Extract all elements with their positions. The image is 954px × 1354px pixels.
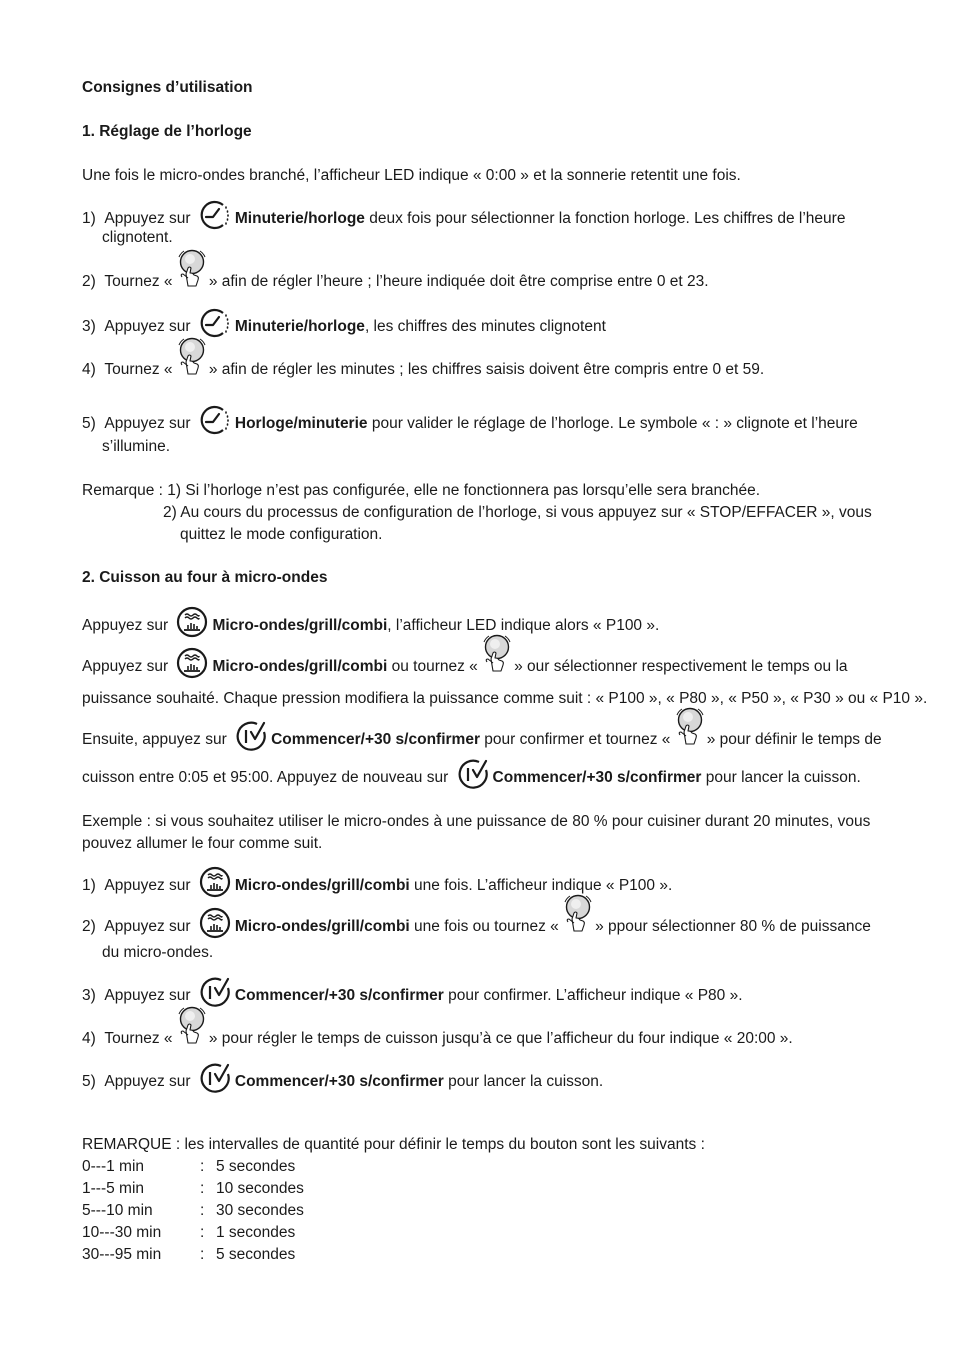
s1-intro: Une fois le micro-ondes branché, l’afficheur LED indique « 0:00 » et la sonnerie retentit une fois. [82,167,741,184]
s2-paragraph-line: puissance souhaité. Chaque pression modifiera la puissance comme suit : « P100 », « P80 », « P50 », « P30 » ou « P10 ». [82,690,928,707]
example-line-1: Exemple : si vous souhaitez utiliser le micro-ondes à une puissance de 80 % pour cuisiner durant 20 minutes, vous [82,813,871,830]
table-cell-range: 5---10 min [82,1202,153,1219]
list-item-continuation: s’illumine. [102,438,171,455]
table-cell-range: 30---95 min [82,1246,162,1263]
s2-paragraph-line: Appuyez sur Micro-ondes/grill/combi ou tournez « » our sélectionner respectivement le temps ou la [82,655,848,679]
section-2-title: 2. Cuisson au four à micro-ondes [82,569,328,586]
start-confirm-icon [197,1062,233,1094]
list-item-continuation: du micro-ondes. [102,944,214,961]
microwave-grill-icon [174,606,210,638]
clock-timer-icon [197,404,233,436]
section-1-title: 1. Réglage de l’horloge [82,123,252,140]
start-confirm-icon [455,758,491,790]
table-cell-sep: : [200,1180,205,1197]
table-cell-sep: : [200,1224,205,1241]
rotary-knob-icon [175,247,209,291]
list-item: 1) Appuyez sur Micro-ondes/grill/combi une fois. L’afficheur indique « P100 ». [82,874,672,898]
list-item: 4) Tournez « » afin de régler les minutes ; les chiffres saisis doivent être compris entre 0 et 59. [82,360,764,380]
list-item: 1) Appuyez sur Minuterie/horloge deux fois pour sélectionner la fonction horloge. Les chiffres de l’heure [82,207,845,231]
remark-line-2: 2) Au cours du processus de configuration de l’horloge, si vous appuyez sur « STOP/EFFACER », vous [163,504,872,521]
note-title: REMARQUE : les intervalles de quantité pour définir le temps du bouton sont les suivants : [82,1136,705,1153]
table-cell-step: 1 secondes [216,1224,296,1241]
list-item: 4) Tournez « » pour régler le temps de cuisson jusqu’à ce que l’afficheur du four indique « 20:00 ». [82,1029,793,1049]
microwave-grill-icon [197,866,233,898]
rotary-knob-icon [561,892,595,936]
rotary-knob-icon [175,335,209,379]
table-cell-step: 5 secondes [216,1246,296,1263]
list-item: 3) Appuyez sur Minuterie/horloge, les chiffres des minutes clignotent [82,315,606,339]
table-cell-sep: : [200,1202,205,1219]
start-confirm-icon [233,720,269,752]
s2-paragraph-line: Ensuite, appuyez sur Commencer/+30 s/confirmer pour confirmer et tournez « » pour définir le temps de [82,728,882,752]
rotary-knob-icon [480,632,514,676]
table-cell-sep: : [200,1158,205,1175]
section-heading: Consignes d’utilisation [82,79,253,96]
table-cell-step: 30 secondes [216,1202,304,1219]
table-cell-range: 10---30 min [82,1224,162,1241]
microwave-grill-icon [174,647,210,679]
table-cell-step: 10 secondes [216,1180,304,1197]
remark-line-1: Remarque : 1) Si l’horloge n’est pas configurée, elle ne fonctionnera pas lorsqu’elle sera branchée. [82,482,761,499]
microwave-grill-icon [197,907,233,939]
table-cell-sep: : [200,1246,205,1263]
table-cell-step: 5 secondes [216,1158,296,1175]
example-line-2: pouvez allumer le four comme suit. [82,835,323,852]
table-cell-range: 0---1 min [82,1158,145,1175]
rotary-knob-icon [673,705,707,749]
s2-paragraph-line: Appuyez sur Micro-ondes/grill/combi, l’afficheur LED indique alors « P100 ». [82,614,659,638]
list-item: 3) Appuyez sur Commencer/+30 s/confirmer pour confirmer. L’afficheur indique « P80 ». [82,984,743,1008]
rotary-knob-icon [175,1004,209,1048]
table-cell-range: 1---5 min [82,1180,145,1197]
list-item: 2) Tournez « » afin de régler l’heure ; l’heure indiquée doit être comprise entre 0 et 23. [82,272,709,292]
clock-timer-icon [197,199,233,231]
remark-line-3: quittez le mode configuration. [180,526,383,543]
list-item: 2) Appuyez sur Micro-ondes/grill/combi une fois ou tournez « » ppour sélectionner 80 % de puissance [82,915,871,939]
s2-paragraph-line: cuisson entre 0:05 et 95:00. Appuyez de nouveau sur Commencer/+30 s/confirmer pour lancer la cuisson. [82,766,861,790]
list-item: 5) Appuyez sur Commencer/+30 s/confirmer pour lancer la cuisson. [82,1070,603,1094]
list-item-continuation: clignotent. [102,229,173,246]
list-item: 5) Appuyez sur Horloge/minuterie pour valider le réglage de l’horloge. Le symbole « : » clignote et l’heure [82,412,858,436]
